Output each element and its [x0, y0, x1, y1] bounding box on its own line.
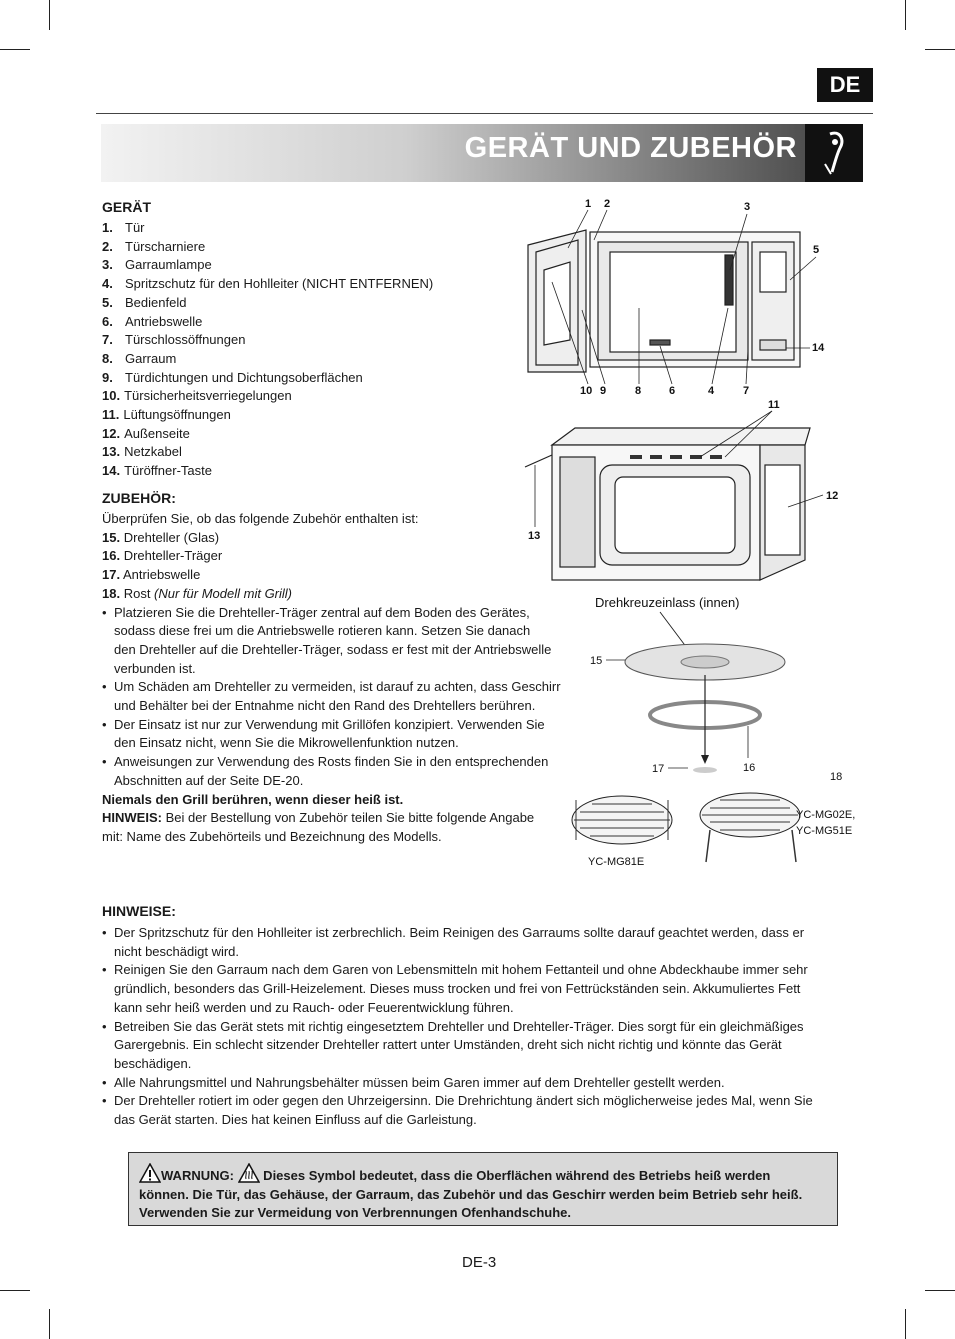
warning-line — [139, 1163, 827, 1186]
item-text: Spritzschutz für den Hohlleiter (NICHT ENTFERNEN) — [125, 276, 434, 292]
oven-front-illustration — [520, 190, 860, 400]
list-item — [102, 331, 433, 350]
item-number: 5. — [102, 294, 113, 310]
rack-right-label-1: YC-MG02E, — [796, 809, 856, 821]
bullet-item — [102, 604, 577, 679]
callout-5: 5 — [813, 244, 820, 256]
callout-13: 13 — [528, 530, 541, 542]
callout-2: 2 — [604, 198, 611, 210]
item-number: 16. — [102, 548, 121, 564]
warning-label: WARNUNG: — [161, 1168, 234, 1183]
callout-15: 15 — [590, 655, 603, 667]
rack-right-label-2: YC-MG51E — [796, 825, 853, 837]
section-banner — [101, 124, 863, 182]
callout-10: 10 — [580, 385, 593, 397]
item-note: (Nur für Modell mit Grill) — [154, 585, 293, 601]
callout-9: 9 — [600, 385, 607, 397]
bullet-item — [102, 1018, 857, 1074]
hinweis-line: mit: Name des Zubehörteils und Bezeichnung des Modells. — [102, 828, 442, 844]
info-icon — [805, 124, 863, 182]
list-item — [102, 294, 433, 313]
warning-text: Dieses Symbol bedeutet, dass die Oberflächen während des Betriebs heiß werden — [259, 1168, 771, 1183]
rack-left-label: YC-MG81E — [588, 856, 645, 868]
bullet-line: • Platzieren Sie die Drehteller-Träger zentral auf dem Boden des Gerätes, — [114, 604, 530, 620]
geraet-heading: GERÄT — [102, 199, 151, 215]
bullet-line: • Reinigen Sie den Garraum nach dem Garen von Lebensmitteln mit hohem Fettanteil und ohne Abdeckhaube immer sehr — [114, 962, 808, 978]
item-number: 18. — [102, 585, 121, 601]
callout-3: 3 — [744, 201, 751, 213]
page-title: GERÄT UND ZUBEHÖR — [464, 132, 797, 164]
callout-1: 1 — [585, 198, 592, 210]
accessories-illustration — [570, 590, 860, 880]
item-number: 3. — [102, 257, 113, 273]
item-text: Außenseite — [124, 425, 190, 441]
crop-mark — [49, 1309, 50, 1339]
item-number: 7. — [102, 332, 113, 348]
bullet-item — [102, 1092, 857, 1129]
list-item — [102, 585, 577, 604]
bullet-line: Abschnitten auf der Seite DE-20. — [114, 772, 304, 788]
bullet-item — [102, 753, 577, 790]
bullet-line: das Gerät starten. Dies hat keinen Einfluss auf die Garleistung. — [114, 1112, 477, 1128]
item-text: Rost — [123, 585, 155, 601]
header-rule — [96, 113, 873, 114]
bullet-line: • Der Einsatz ist nur zur Verwendung mit Grillöfen konzipiert. Verwenden Sie — [114, 716, 545, 732]
bullet-line: den Einsatz nicht, wenn Sie die Mikrowellenfunktion nutzen. — [114, 735, 459, 751]
bullet-line: sodass diese frei um die Antriebswelle rotieren kann. Setzen Sie danach — [114, 623, 531, 639]
list-item — [102, 313, 433, 332]
oven-back-illustration — [520, 395, 860, 585]
turntable-caption: Drehkreuzeinlass (innen) — [595, 595, 740, 610]
callout-14: 14 — [812, 342, 825, 354]
bullet-line: gründlich, besonders das Grill-Heizelement. Dieses muss trocken und frei von Fettrückständen sein. Akkumuliertes Fett — [114, 981, 801, 997]
item-text: Garraum — [125, 350, 177, 366]
item-number: 6. — [102, 313, 113, 329]
item-number: 10. — [102, 388, 121, 404]
warning-text: können. Die Tür, das Gehäuse, der Garraum, das Zubehör und das Geschirr werden beim Betrieb sehr heiß. — [139, 1186, 803, 1202]
hinweis-label: HINWEIS: — [102, 810, 162, 826]
bullet-line: kann sehr heiß werden und zu Rauch- oder Feuerentwicklung führen. — [114, 999, 514, 1015]
warning-text: Verwenden Sie zur Vermeidung von Verbrennungen Ofenhandschuhe. — [139, 1205, 571, 1220]
list-item — [102, 275, 433, 294]
callout-16: 16 — [743, 762, 756, 774]
crop-mark — [0, 1290, 30, 1291]
item-text: Türdichtungen und Dichtungsoberflächen — [125, 369, 363, 385]
item-number: 12. — [102, 425, 121, 441]
zubehoer-section — [102, 510, 577, 847]
item-text: Lüftungsöffnungen — [123, 407, 231, 423]
callout-4: 4 — [708, 385, 715, 397]
list-item — [102, 425, 433, 444]
hinweis-line — [102, 809, 577, 828]
item-number: 8. — [102, 350, 113, 366]
rack-low — [572, 796, 672, 868]
item-text: Türöffner-Taste — [124, 463, 212, 479]
bullet-line: • Der Drehteller rotiert im oder gegen den Uhrzeigersinn. Die Drehrichtung ändert sich möglicherweise jedes Mal, wenn Sie — [114, 1093, 813, 1109]
list-item — [102, 547, 577, 566]
crop-mark — [49, 0, 50, 30]
bullet-item — [102, 924, 857, 961]
bullet-line: beschädigen. — [114, 1055, 192, 1071]
hinweis-text: Bei der Bestellung von Zubehör teilen Sie bitte folgende Angabe — [161, 810, 535, 826]
bullet-item — [102, 678, 577, 715]
item-number: 1. — [102, 220, 113, 235]
bullet-item — [102, 961, 857, 1017]
list-item — [102, 566, 577, 585]
callout-8: 8 — [635, 385, 642, 397]
item-number: 11. — [102, 407, 120, 423]
list-item — [102, 219, 433, 238]
bullet-line: nicht beschädigt wird. — [114, 943, 240, 959]
item-number: 2. — [102, 238, 113, 254]
item-text: Garraumlampe — [125, 257, 212, 273]
geraet-list — [102, 219, 433, 481]
callout-6: 6 — [669, 385, 676, 397]
rack-high — [700, 793, 855, 862]
list-item — [102, 350, 433, 369]
item-text: Drehteller (Glas) — [123, 529, 220, 545]
bullet-item — [102, 1074, 857, 1093]
bullet-line: • Betreiben Sie das Gerät stets mit richtig eingesetztem Drehteller und Drehteller-Träger. Dies sorgt für ein gleichmäßiges — [114, 1018, 804, 1034]
list-item — [102, 369, 433, 388]
zubehoer-intro: Überprüfen Sie, ob das folgende Zubehör enthalten ist: — [102, 511, 419, 526]
item-text: Türscharniere — [125, 238, 206, 254]
hinweise-heading: HINWEISE: — [102, 903, 176, 919]
page-number: DE-3 — [462, 1254, 497, 1271]
crop-mark — [0, 49, 30, 50]
grill-warning: Niemals den Grill berühren, wenn dieser heiß ist. — [102, 791, 404, 807]
item-text: Türschlossöffnungen — [125, 332, 246, 348]
crop-mark — [905, 1309, 906, 1339]
list-item — [102, 387, 433, 406]
crop-mark — [905, 0, 906, 30]
item-text: Türsicherheitsverriegelungen — [124, 388, 292, 404]
bullet-line: • Der Spritzschutz für den Hohlleiter ist zerbrechlich. Beim Reinigen des Garraums sollte darauf geachtet werden, dass er — [114, 925, 805, 940]
list-item — [102, 406, 433, 425]
item-text: Tür — [125, 220, 145, 235]
item-number: 4. — [102, 276, 113, 292]
item-number: 15. — [102, 529, 121, 545]
bullet-line: • Alle Nahrungsmittel und Nahrungsbehälter müssen beim Garen immer auf dem Drehteller gestellt werden. — [114, 1074, 725, 1090]
callout-17: 17 — [652, 763, 665, 775]
list-item — [102, 256, 433, 275]
list-item — [102, 529, 577, 548]
list-item — [102, 443, 433, 462]
callout-12: 12 — [826, 490, 839, 502]
item-number: 17. — [102, 567, 121, 583]
bullet-line: Garergebnis. Ein schlecht sitzender Drehteller rattert unter Umständen, dreht sich nicht richtig und könnte das Gerät — [114, 1037, 782, 1053]
item-text: Antriebswelle — [122, 567, 201, 583]
bullet-line: verbunden ist. — [114, 660, 196, 676]
hot-surface-icon — [238, 1163, 260, 1183]
item-number: 9. — [102, 369, 113, 385]
callout-11: 11 — [768, 399, 780, 411]
bullet-line: • Anweisungen zur Verwendung des Rosts finden Sie in den entsprechenden — [114, 754, 549, 770]
bullet-line: den Drehteller auf die Drehteller-Träger, sodass er fest mit der Antriebswelle — [114, 641, 552, 657]
hinweise-list — [102, 924, 857, 1130]
item-number: 13. — [102, 444, 121, 460]
bullet-line: • Um Schäden am Drehteller zu vermeiden, ist darauf zu achten, dass Geschirr — [114, 679, 561, 695]
callout-7: 7 — [743, 385, 750, 397]
item-text: Netzkabel — [124, 444, 182, 460]
list-item — [102, 462, 433, 481]
crop-mark — [925, 49, 955, 50]
item-text: Drehteller-Träger — [123, 548, 223, 564]
item-number: 14. — [102, 463, 121, 479]
list-item — [102, 238, 433, 257]
crop-mark — [925, 1290, 955, 1291]
zubehoer-bullets — [102, 604, 577, 791]
bullet-line: und Behälter bei der Entnahme nicht den Rand des Drehtellers berühren. — [114, 698, 536, 714]
warning-box — [128, 1152, 838, 1226]
bullet-item — [102, 716, 577, 753]
warning-triangle-icon — [139, 1163, 161, 1183]
language-badge: DE — [817, 68, 873, 102]
zubehoer-heading: ZUBEHÖR: — [102, 490, 176, 506]
callout-18: 18 — [830, 771, 843, 783]
item-text: Bedienfeld — [125, 294, 187, 310]
item-text: Antriebswelle — [125, 313, 203, 329]
